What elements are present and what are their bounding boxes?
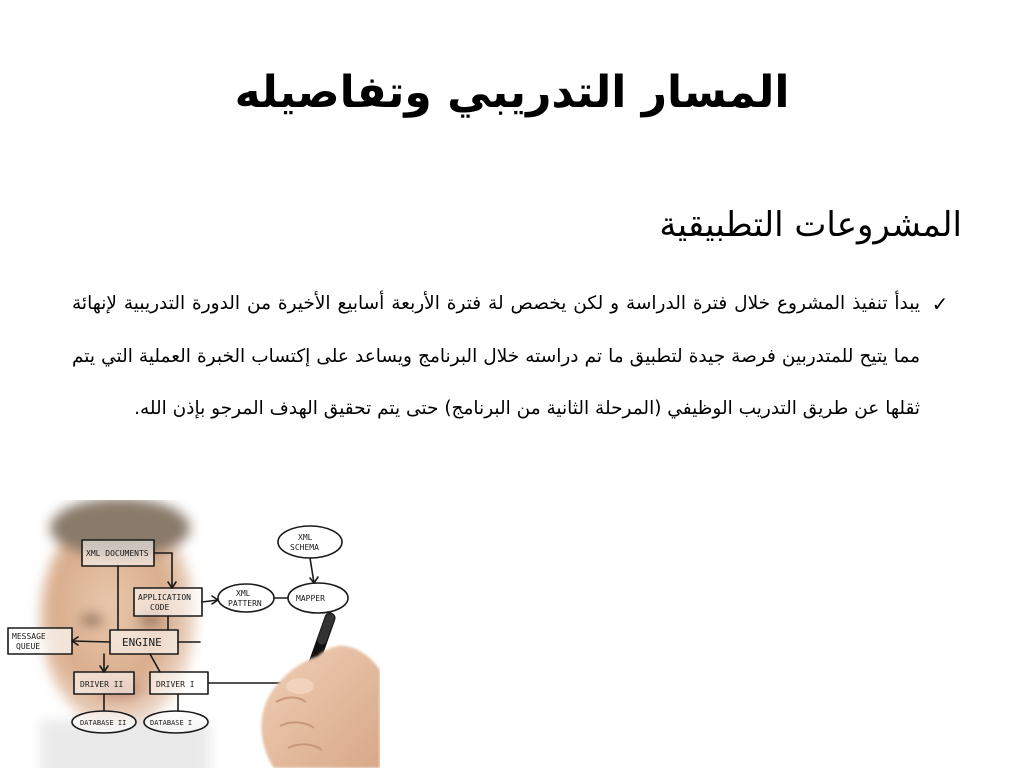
label-database-i: DATABASE I (150, 719, 193, 727)
svg-text:SCHEMA: SCHEMA (290, 543, 319, 552)
label-driver-ii: DRIVER II (80, 680, 124, 689)
label-xml-pattern: XML (236, 589, 251, 598)
hand-with-marker (261, 618, 380, 768)
label-mapper: MAPPER (296, 594, 325, 603)
label-xml-documents: XML DOCUMENTS (86, 549, 149, 558)
slide-title: المسار التدريبي وتفاصيله (234, 67, 790, 118)
checkmark-icon: ✓ (931, 292, 949, 316)
label-message-queue: MESSAGE (12, 632, 46, 641)
label-database-ii: DATABASE II (80, 719, 127, 727)
svg-text:CODE: CODE (150, 603, 170, 612)
svg-text:QUEUE: QUEUE (16, 642, 41, 651)
label-engine: ENGINE (122, 636, 162, 649)
bullet-text: يبدأ تنفيذ المشروع خلال فترة الدراسة و لكن يخصص لة فترة الأربعة أسابيع الأخيرة من الدورة التدريبية لإنهائة مما يتيح للمتدربين فرصة جيدة لتطبيق ما تم دراسته خلال البرنامج ويساعد على إكتساب الخبرة العملية التي يتم ثقلها عن طريق التدريب الوظيفي (المرحلة الثانية من البرنامج) حتى يتم تحقيق الهدف المرجو بإذن الله. (72, 293, 920, 419)
bullet-item (72, 278, 952, 436)
label-xml-schema: XML (298, 533, 313, 542)
svg-text:PATTERN: PATTERN (228, 599, 262, 608)
label-application-code: APPLICATION (138, 593, 191, 602)
person-drawing-flowchart-photo (0, 500, 380, 768)
section-heading: المشروعات التطبيقية (659, 205, 962, 245)
label-driver-i: DRIVER I (156, 680, 195, 689)
